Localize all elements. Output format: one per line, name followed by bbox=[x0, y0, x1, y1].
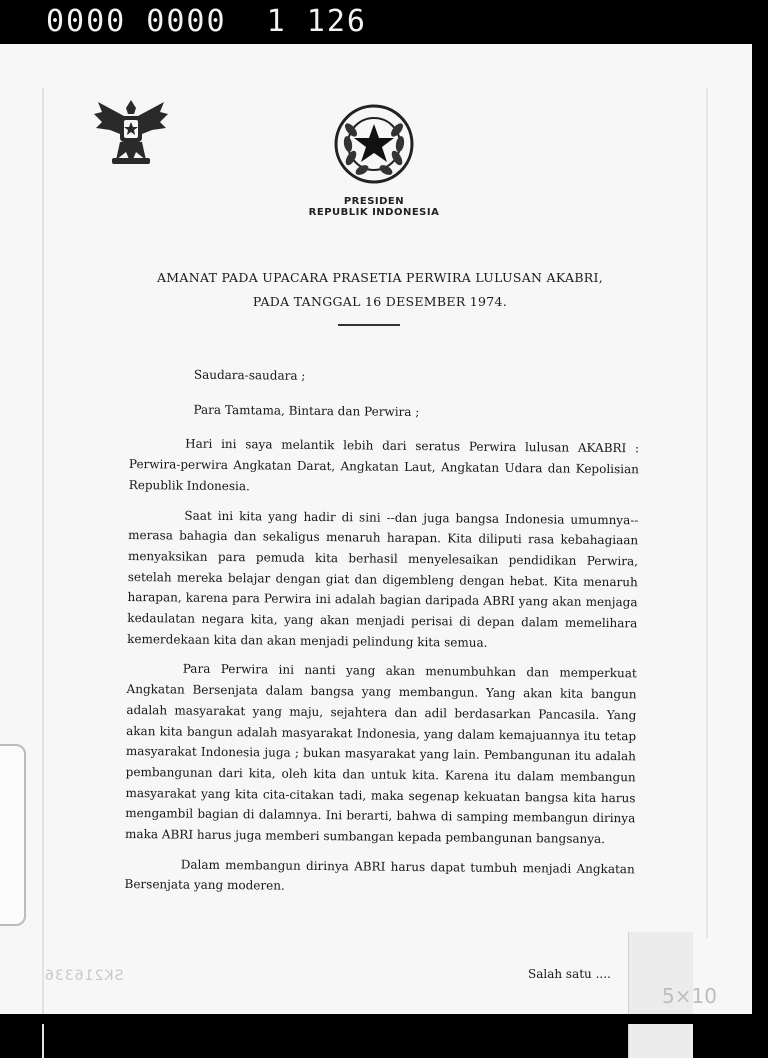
film-border-right bbox=[752, 44, 768, 1014]
continuation-text: Salah satu .... bbox=[528, 967, 611, 981]
letterhead-line1: PRESIDEN bbox=[343, 196, 405, 207]
scanned-page bbox=[0, 44, 752, 1014]
binder-tab bbox=[0, 744, 26, 926]
letterhead-line2: REPUBLIK INDONESIA bbox=[308, 207, 440, 218]
film-border-bottom bbox=[0, 1014, 768, 1024]
salutation-1: Saudara-saudara ; bbox=[193, 367, 306, 383]
paragraph-3: Para Perwira ini nanti yang akan menumbuhkan dan memperkuat Angkatan Bersenjata dalam bangsa yang membangun. Yang akan kita bangun adalah masyarakat yang maju, sejahtera dan adil berdasarkan Pancasila. Yang akan kita bangun adalah masyarakat Indonesia, yang dalam kemajuannya itu tetap masyarakat Indonesia juga ; bukan masyarakat yang lain. Pembangunan itu adalah pembangunan dari kita, oleh kita dan untuk kita. Karena itu dalam membangun masyarakat yang kita cita-citakan tadi, maka segenap kekuatan bangsa kita harus mengambil bagian di dalamnya. Ini berarti, bahwa di samping membangun dirinya maka ABRI harus juga memberi sumbangan kepada pembangunan bangsanya. bbox=[125, 662, 637, 847]
title-line1: AMANAT PADA UPACARA PRASETIA PERWIRA LULUSAN AKABRI, bbox=[156, 270, 604, 285]
page-edge-right bbox=[706, 88, 708, 938]
letterhead bbox=[274, 196, 474, 218]
salutation-2: Para Tamtama, Bintara dan Perwira ; bbox=[193, 402, 420, 419]
paragraph-2: Saat ini kita yang hadir di sini --dan juga bangsa Indonesia umumnya-- merasa bahagia dan sekaligus menaruh harapan. Kita diliputi rasa kebahagiaan menyaksikan para pemuda kita berhasil menyelesaikan pendidikan Perwira, setelah mereka belajar dengan giat dan digembleng dengan hebat. Kita menaruh harapan, karena para Perwira ini adalah bagian daripada ABRI yang akan menjaga kedaulatan negara kita, yang akan menjadi perisai di depan dalam memelihara kemerdekaan kita dan akan menjadi pelindung kita semua. bbox=[127, 508, 639, 650]
document-title bbox=[120, 266, 640, 314]
sheet-mark: 5×10 bbox=[662, 984, 717, 1008]
film-frame-counter: 0000 0000 1 126 bbox=[0, 0, 768, 44]
page-edge-left bbox=[42, 88, 44, 1058]
title-underline bbox=[338, 324, 400, 326]
title-line2: PADA TANGGAL 16 DESEMBER 1974. bbox=[252, 294, 508, 309]
speech-body bbox=[124, 364, 640, 909]
garuda-emblem-icon bbox=[90, 90, 172, 172]
paragraph-4: Dalam membangun dirinya ABRI harus dapat tumbuh menjadi Angkatan Bersenjata yang moderen. bbox=[124, 857, 635, 894]
archive-code: SK216336 bbox=[44, 968, 124, 984]
paragraph-1: Hari ini saya melantik lebih dari seratus Perwira lulusan AKABRI : Perwira-perwira Angkatan Darat, Angkatan Laut, Angkatan Udara dan Kepolisian Republik Indonesia. bbox=[128, 436, 640, 494]
presidential-seal-icon bbox=[332, 102, 416, 186]
